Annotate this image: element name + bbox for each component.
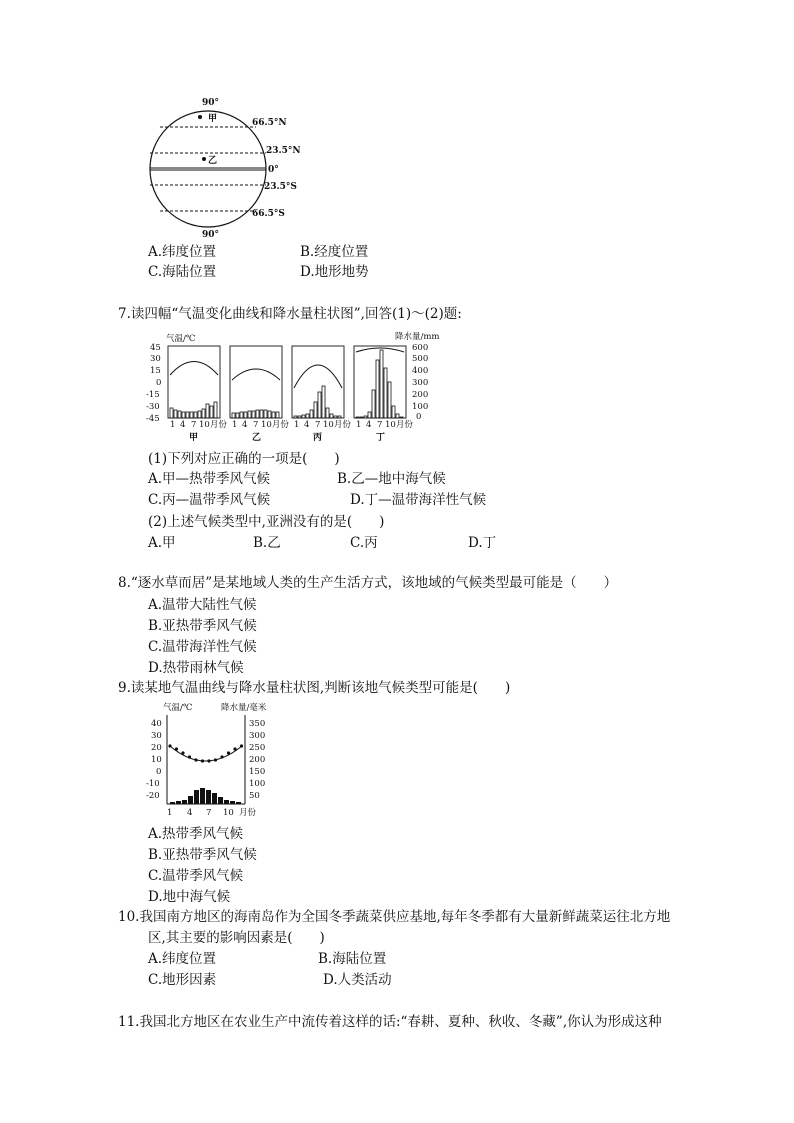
svg-text:乙: 乙 (252, 433, 262, 443)
q7-panel-yi (230, 346, 289, 443)
label-90-top: 90° (202, 98, 220, 108)
svg-text:1: 1 (170, 420, 176, 430)
svg-text:10月份: 10月份 (323, 420, 351, 430)
svg-text:甲: 甲 (189, 433, 199, 443)
q8-stem: 8.“逐水草而居”是某地域人类的生产生活方式，该地域的气候类型最可能是（ ） (118, 575, 618, 591)
label-235s: 23.5°S (264, 182, 297, 192)
q9-stem: 9.读某地气温曲线与降水量柱状图,判断该地气候类型可能是( ) (118, 680, 511, 696)
svg-text:月份: 月份 (239, 808, 257, 818)
q7-sub2-option-a[interactable]: A.甲 (148, 535, 176, 551)
q7-sub2-option-c[interactable]: C.丙 (350, 535, 378, 551)
q8-option-d[interactable]: D.热带雨林气候 (148, 660, 244, 676)
point-jia (198, 115, 202, 119)
q10-stem-line1: 10.我国南方地区的海南岛作为全国冬季蔬菜供应基地,每年冬季都有大量新鲜蔬菜运往北方地 (118, 909, 671, 925)
svg-text:30: 30 (150, 354, 161, 364)
svg-text:7: 7 (191, 420, 197, 430)
svg-text:20: 20 (151, 743, 162, 753)
svg-text:-45: -45 (146, 414, 160, 424)
q8-option-c[interactable]: C.温带海洋性气候 (148, 639, 257, 655)
q9-option-a[interactable]: A.热带季风气候 (148, 826, 244, 842)
svg-text:7: 7 (377, 420, 383, 430)
svg-text:4: 4 (366, 420, 372, 430)
svg-text:100: 100 (412, 402, 429, 412)
svg-text:4: 4 (242, 420, 248, 430)
svg-text:300: 300 (249, 731, 266, 741)
svg-text:丙: 丙 (313, 433, 323, 443)
svg-text:1: 1 (232, 420, 238, 430)
q9-temp-title: 气温/℃ (163, 703, 193, 713)
svg-text:1: 1 (356, 420, 362, 430)
svg-text:0: 0 (416, 412, 422, 422)
label-eq: 0° (268, 165, 279, 175)
svg-text:150: 150 (249, 767, 266, 777)
q9-month-ticks (167, 807, 257, 818)
svg-text:0: 0 (156, 767, 162, 777)
label-jia: 甲 (208, 114, 218, 124)
q9-precip-ticks (249, 719, 265, 801)
svg-text:-10: -10 (146, 779, 160, 789)
svg-text:600: 600 (412, 343, 429, 353)
label-yi: 乙 (208, 156, 218, 166)
svg-text:50: 50 (249, 791, 260, 801)
q7-sub2-stem: (2)上述气候类型中,亚洲没有的是( ) (148, 514, 385, 530)
q10-stem-line2: 区,其主要的影响因素是( ) (148, 930, 325, 946)
q7-precip-title: 降水量/mm (395, 332, 440, 342)
label-235n: 23.5°N (266, 146, 301, 156)
globe-diagram (140, 94, 320, 244)
svg-text:4: 4 (304, 420, 310, 430)
svg-text:7: 7 (206, 808, 212, 818)
svg-text:1: 1 (294, 420, 300, 430)
q7-sub1-option-b[interactable]: B.乙—地中海气候 (337, 471, 446, 487)
label-665n: 66.5°N (252, 118, 287, 128)
svg-text:500: 500 (412, 354, 429, 364)
svg-text:200: 200 (249, 755, 266, 765)
q6-option-a[interactable]: A.纬度位置 (148, 244, 217, 260)
q7-stem: 7.读四幅“气温变化曲线和降水量柱状图”,回答(1)～(2)题: (118, 306, 462, 322)
q7-sub2-option-b[interactable]: B.乙 (253, 535, 281, 551)
q7-sub1-option-d[interactable]: D.丁—温带海洋性气候 (350, 492, 487, 508)
q7-panel-jia (168, 346, 227, 443)
q10-option-d[interactable]: D.人类活动 (323, 972, 392, 988)
q6-option-c[interactable]: C.海陆位置 (148, 264, 217, 280)
q7-sub2-option-d[interactable]: D.丁 (468, 535, 497, 551)
svg-text:100: 100 (249, 779, 266, 789)
svg-text:10月份: 10月份 (385, 420, 413, 430)
svg-text:10: 10 (151, 755, 162, 765)
q6-option-b[interactable]: B.经度位置 (300, 244, 369, 260)
svg-text:30: 30 (151, 731, 162, 741)
q6-option-d[interactable]: D.地形地势 (300, 264, 369, 280)
svg-text:-20: -20 (146, 791, 160, 801)
q9-option-b[interactable]: B.亚热带季风气候 (148, 847, 257, 863)
svg-text:-30: -30 (146, 402, 160, 412)
q7-climate-charts (140, 330, 460, 445)
q8-option-a[interactable]: A.温带大陆性气候 (148, 597, 257, 613)
q9-precip-title: 降水量/毫米 (221, 703, 267, 713)
svg-text:10: 10 (223, 808, 234, 818)
q7-precip-ticks (412, 343, 428, 422)
q11-stem: 11.我国北方地区在农业生产中流传着这样的话:“春耕、夏种、秋收、冬藏”,你认为形成这种 (118, 1014, 662, 1030)
svg-text:1: 1 (167, 808, 173, 818)
q10-option-a[interactable]: A.纬度位置 (148, 951, 217, 967)
q8-option-b[interactable]: B.亚热带季风气候 (148, 618, 257, 634)
q7-sub1-stem: (1)下列对应正确的一项是( ) (148, 451, 340, 467)
q7-temp-ticks (146, 343, 161, 424)
point-yi (202, 157, 206, 161)
svg-text:0: 0 (156, 378, 162, 388)
q7-panel-ding (354, 346, 413, 443)
svg-text:-15: -15 (146, 390, 160, 400)
svg-text:10月份: 10月份 (199, 420, 227, 430)
svg-text:45: 45 (150, 343, 161, 353)
svg-text:250: 250 (249, 743, 266, 753)
q10-option-c[interactable]: C.地形因素 (148, 972, 217, 988)
svg-text:7: 7 (253, 420, 259, 430)
svg-text:200: 200 (412, 390, 429, 400)
q10-option-b[interactable]: B.海陆位置 (318, 951, 387, 967)
label-665s: 66.5°S (252, 209, 285, 219)
q7-sub1-option-c[interactable]: C.丙—温带季风气候 (148, 492, 271, 508)
q9-option-d[interactable]: D.地中海气候 (148, 889, 231, 905)
svg-text:丁: 丁 (376, 433, 386, 443)
label-90-bottom: 90° (202, 230, 220, 240)
q7-sub1-option-a[interactable]: A.甲—热带季风气候 (148, 471, 271, 487)
svg-text:10月份: 10月份 (261, 420, 289, 430)
q9-temp-ticks (146, 719, 162, 801)
svg-text:4: 4 (187, 808, 193, 818)
q7-temp-title: 气温/℃ (166, 334, 196, 344)
q9-option-c[interactable]: C.温带季风气候 (148, 868, 244, 884)
q9-climate-chart (145, 700, 275, 822)
svg-text:40: 40 (151, 719, 162, 729)
svg-text:7: 7 (315, 420, 321, 430)
svg-text:300: 300 (412, 378, 429, 388)
svg-text:350: 350 (249, 719, 266, 729)
svg-text:4: 4 (180, 420, 186, 430)
svg-text:15: 15 (150, 366, 161, 376)
q7-panel-bing (292, 346, 351, 443)
svg-text:400: 400 (412, 366, 429, 376)
